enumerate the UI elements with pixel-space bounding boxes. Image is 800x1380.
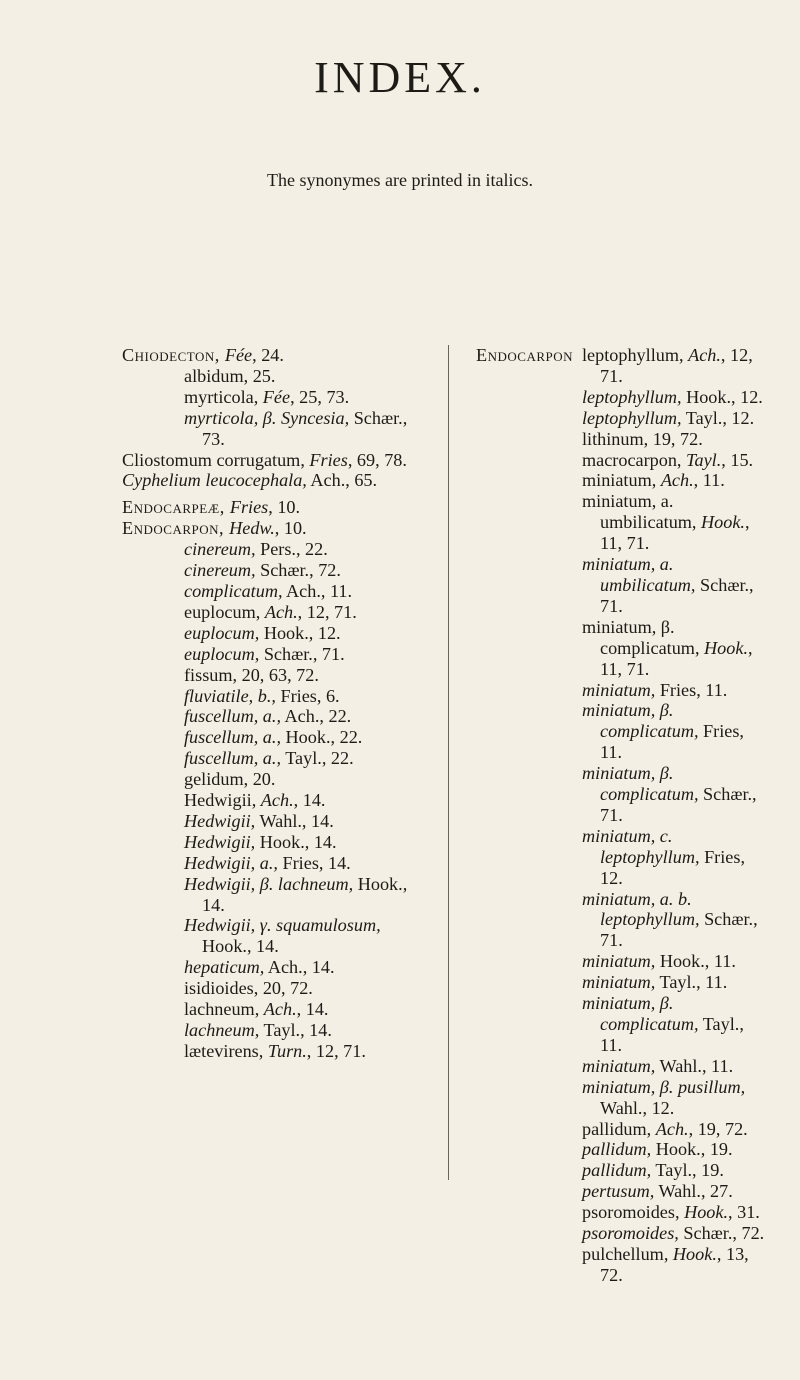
- entry-text: , 10.: [274, 518, 307, 539]
- entry-text: Chiodecton,: [122, 345, 225, 365]
- entry-text: , 69, 78.: [347, 449, 407, 470]
- index-entry: [122, 602, 432, 623]
- entry-text: Wahl., 14.: [255, 810, 334, 831]
- entry-text: Endocarpon,: [122, 518, 230, 539]
- entry-text: Hook., 22.: [281, 727, 363, 748]
- index-entry: [122, 957, 432, 978]
- entry-text: Hook., 14.: [202, 873, 408, 915]
- entry-text: Ach.: [660, 470, 694, 491]
- index-entry: [122, 644, 432, 665]
- index-entry: [582, 470, 766, 491]
- entry-text: Hedwigii,: [184, 831, 256, 852]
- entry-text: pallidum,: [582, 1139, 652, 1160]
- entry-text: euplocum,: [184, 622, 260, 643]
- entry-text: , 11, 71.: [600, 637, 753, 679]
- index-entry: [122, 790, 432, 811]
- entry-text: Fée: [224, 345, 253, 365]
- entry-text: , 12, 71.: [297, 601, 357, 622]
- index-entry: [122, 539, 432, 560]
- entry-text: cinereum,: [184, 539, 256, 560]
- entry-text: Hook.: [684, 1202, 729, 1223]
- left-column: [122, 345, 432, 1062]
- entry-text: leptophyllum,: [582, 386, 682, 407]
- entry-text: , 31.: [728, 1202, 760, 1223]
- index-entry: [122, 811, 432, 832]
- entry-text: lætevirens,: [184, 1040, 268, 1061]
- index-entry: [582, 617, 766, 680]
- entry-text: Fries: [229, 497, 269, 518]
- index-entry: [122, 366, 432, 387]
- entry-text: , 13, 72.: [600, 1243, 749, 1285]
- entry-text: macrocarpon,: [582, 449, 687, 470]
- index-entry: [122, 706, 432, 727]
- entry-text: Hook., 14.: [255, 831, 337, 852]
- right-column: [476, 345, 766, 1286]
- entry-text: Tayl., 11.: [655, 972, 728, 993]
- entry-text: , 11, 71.: [600, 512, 750, 554]
- entry-text: , 14.: [296, 999, 329, 1020]
- entry-text: Hedwigii,: [184, 810, 256, 831]
- entry-text: Hedwigii,: [184, 790, 261, 811]
- entry-text: Hook., 12.: [681, 386, 763, 407]
- entry-text: miniatum, β. complicatum,: [582, 616, 705, 658]
- entry-text: Fries, 11.: [655, 679, 728, 700]
- entry-text: Hook.: [672, 1243, 717, 1264]
- entry-text: miniatum, a. b. leptophyllum,: [582, 888, 700, 930]
- index-heading-entry: [122, 345, 432, 366]
- index-entry: [582, 1244, 766, 1286]
- entry-text: Hook., 11.: [655, 951, 736, 972]
- entry-text: fuscellum, a.,: [184, 748, 281, 769]
- entry-text: euplocum,: [184, 601, 265, 622]
- entry-text: psoromoides,: [582, 1202, 685, 1223]
- entry-text: isidioides, 20, 72.: [184, 978, 313, 999]
- entry-text: Endocarpeæ,: [122, 497, 230, 518]
- entry-text: fissum, 20, 63, 72.: [184, 664, 319, 685]
- entry-text: , 14.: [293, 790, 326, 811]
- entry-text: Hook.: [701, 512, 745, 533]
- index-heading-entry: [122, 470, 432, 491]
- index-entry: [122, 665, 432, 686]
- index-heading-entry: [122, 518, 432, 539]
- entry-text: Tayl., 22.: [281, 748, 354, 769]
- page-subtitle: The synonymes are printed in italics.: [267, 170, 533, 190]
- entry-text: Tayl., 11.: [600, 1014, 744, 1055]
- entry-text: miniatum, β. complicatum,: [582, 700, 699, 742]
- entry-text: miniatum, a. umbilicatum,: [582, 554, 696, 595]
- entry-text: Fée: [262, 386, 291, 407]
- index-entry: [582, 1139, 766, 1160]
- index-entry: [582, 763, 766, 826]
- entry-text: Hook., 19.: [651, 1139, 733, 1160]
- entry-text: Wahl., 12.: [600, 1097, 675, 1118]
- entry-text: Schær., 72.: [255, 560, 341, 581]
- entry-text: pallidum,: [582, 1160, 652, 1181]
- entry-text: fuscellum, a.,: [184, 706, 281, 727]
- entry-text: cinereum,: [184, 560, 256, 581]
- index-entry: [582, 1223, 766, 1244]
- entry-text: Tayl., 12.: [681, 407, 755, 428]
- index-entry: [122, 1020, 432, 1041]
- column-divider: [448, 345, 449, 1180]
- entry-text: Ach.: [264, 601, 298, 622]
- entry-text: hepaticum,: [184, 957, 265, 978]
- index-entry: [122, 978, 432, 999]
- index-entry: [582, 1119, 766, 1140]
- entry-text: Ach., 65.: [306, 470, 378, 491]
- entry-text: pertusum,: [582, 1181, 655, 1202]
- entry-text: , 24.: [252, 345, 284, 365]
- entry-text: Hedwigii, a.,: [184, 852, 278, 873]
- index-entry: [582, 1056, 766, 1077]
- entry-text: myrticola, β. Syncesia,: [184, 407, 350, 428]
- entry-text: lachneum,: [184, 999, 264, 1020]
- entry-text: Hook., 12.: [259, 622, 341, 643]
- entry-text: Cyphelium leucocephala,: [122, 470, 307, 491]
- index-entry: [122, 832, 432, 853]
- entry-text: Pers., 22.: [255, 539, 328, 560]
- index-entry: [122, 727, 432, 748]
- entry-text: , 10.: [268, 497, 301, 518]
- entry-text: Fries, 14.: [277, 852, 351, 873]
- entry-text: Wahl., 11.: [655, 1055, 734, 1076]
- entry-text: Fries: [309, 449, 348, 470]
- entry-text: miniatum, a. umbilicatum,: [582, 491, 702, 533]
- entry-text: miniatum, β. complicatum,: [582, 763, 699, 805]
- entry-text: miniatum, c. leptophyllum,: [582, 825, 700, 867]
- index-entry: [582, 680, 766, 701]
- entry-text: Wahl., 27.: [654, 1181, 733, 1202]
- entry-text: complicatum,: [184, 580, 283, 601]
- entry-text: Ach.: [260, 790, 294, 811]
- entry-text: Turn.: [267, 1040, 307, 1061]
- page-title: INDEX.: [314, 53, 486, 102]
- entry-text: Ach., 22.: [281, 706, 352, 727]
- entry-text: Hook., 14.: [202, 936, 279, 957]
- entry-text: Schær., 71.: [600, 909, 758, 951]
- entry-text: Tayl., 19.: [651, 1160, 724, 1181]
- index-entry: [582, 826, 766, 889]
- index-entry: [122, 769, 432, 790]
- index-entry: [122, 874, 432, 916]
- entry-text: Schær., 71.: [259, 643, 345, 664]
- entry-text: Hook.: [704, 637, 748, 658]
- index-entry: [122, 387, 432, 408]
- index-entry: [122, 748, 432, 769]
- index-heading-entry: [122, 450, 432, 471]
- index-entry: [582, 408, 766, 429]
- entry-text: euplocum,: [184, 643, 260, 664]
- entry-text: Schær., 73.: [202, 407, 408, 449]
- entry-text: , 25, 73.: [290, 386, 350, 407]
- entry-text: pulchellum,: [582, 1243, 673, 1264]
- index-entry: [122, 560, 432, 581]
- entry-text: , 12, 71.: [600, 345, 753, 386]
- entry-text: miniatum,: [582, 951, 656, 972]
- entry-text: Schær., 71.: [600, 574, 754, 616]
- index-entry: [582, 951, 766, 972]
- entry-text: gelidum, 20.: [184, 769, 276, 790]
- entry-text: myrticola,: [184, 386, 263, 407]
- index-entry: [122, 581, 432, 602]
- index-entry: [122, 686, 432, 707]
- entry-text: fuscellum, a.,: [184, 727, 281, 748]
- index-entry: [122, 1041, 432, 1062]
- entry-text: Fries, 12.: [600, 846, 745, 888]
- entry-text: fluviatile, b.,: [184, 685, 276, 706]
- index-entry: [122, 853, 432, 874]
- entry-text: Hedwigii, β. lachneum,: [184, 873, 354, 894]
- entry-text: Ach., 14.: [264, 957, 335, 978]
- entry-text: , 19, 72.: [688, 1118, 748, 1139]
- entry-text: albidum, 25.: [184, 365, 276, 386]
- index-entry: [122, 915, 432, 957]
- index-entry: [582, 491, 766, 554]
- index-entry: [122, 623, 432, 644]
- index-entry: [582, 345, 766, 387]
- index-entry: [582, 889, 766, 952]
- entry-text: miniatum, β. pusillum,: [582, 1076, 746, 1097]
- entry-text: miniatum,: [582, 972, 656, 993]
- index-entry: [582, 700, 766, 763]
- entry-text: Ach.: [655, 1118, 689, 1139]
- entry-text: leptophyllum,: [582, 407, 682, 428]
- index-entry: [122, 408, 432, 450]
- entry-text: psoromoides,: [582, 1223, 679, 1244]
- entry-text: , 12, 71.: [306, 1040, 366, 1061]
- entry-text: miniatum,: [582, 470, 661, 491]
- index-entry: [582, 1160, 766, 1181]
- entry-text: Ach., 11.: [282, 580, 353, 601]
- right-column-heading: Endocarpon: [476, 345, 574, 365]
- entry-text: Tayl., 14.: [259, 1020, 332, 1040]
- index-entry: [582, 387, 766, 408]
- entry-text: leptophyllum,: [582, 345, 689, 365]
- entry-text: miniatum,: [582, 679, 656, 700]
- index-entry: [122, 999, 432, 1020]
- index-entry: [582, 450, 766, 471]
- entry-text: Fries, 6.: [275, 685, 340, 706]
- entry-text: , 15.: [721, 449, 754, 470]
- entry-text: Hedwigii, γ. squamulosum,: [184, 915, 381, 936]
- index-entry: [582, 429, 766, 450]
- index-entry: [582, 1077, 766, 1119]
- entry-text: Fries, 11.: [600, 721, 744, 763]
- index-heading-entry: [122, 497, 432, 518]
- entry-text: Tayl.: [686, 449, 722, 470]
- entry-text: pallidum,: [582, 1118, 656, 1139]
- entry-text: lachneum,: [184, 1020, 260, 1040]
- index-entry: [582, 554, 766, 617]
- entry-text: miniatum,: [582, 1055, 656, 1076]
- index-entry: [582, 1202, 766, 1223]
- entry-text: Ach.: [688, 345, 721, 365]
- entry-text: lithinum, 19, 72.: [582, 428, 703, 449]
- index-entry: [582, 1181, 766, 1202]
- entry-text: , 11.: [693, 470, 725, 491]
- entry-text: Cliostomum corrugatum,: [122, 449, 310, 470]
- entry-text: miniatum, β. complicatum,: [582, 993, 699, 1034]
- index-entry: [582, 993, 766, 1056]
- entry-text: Hedw.: [229, 518, 275, 539]
- entry-text: Schær., 72.: [678, 1223, 765, 1244]
- index-entry: [582, 972, 766, 993]
- entry-text: Ach.: [263, 999, 297, 1020]
- entry-text: Schær., 71.: [600, 784, 757, 825]
